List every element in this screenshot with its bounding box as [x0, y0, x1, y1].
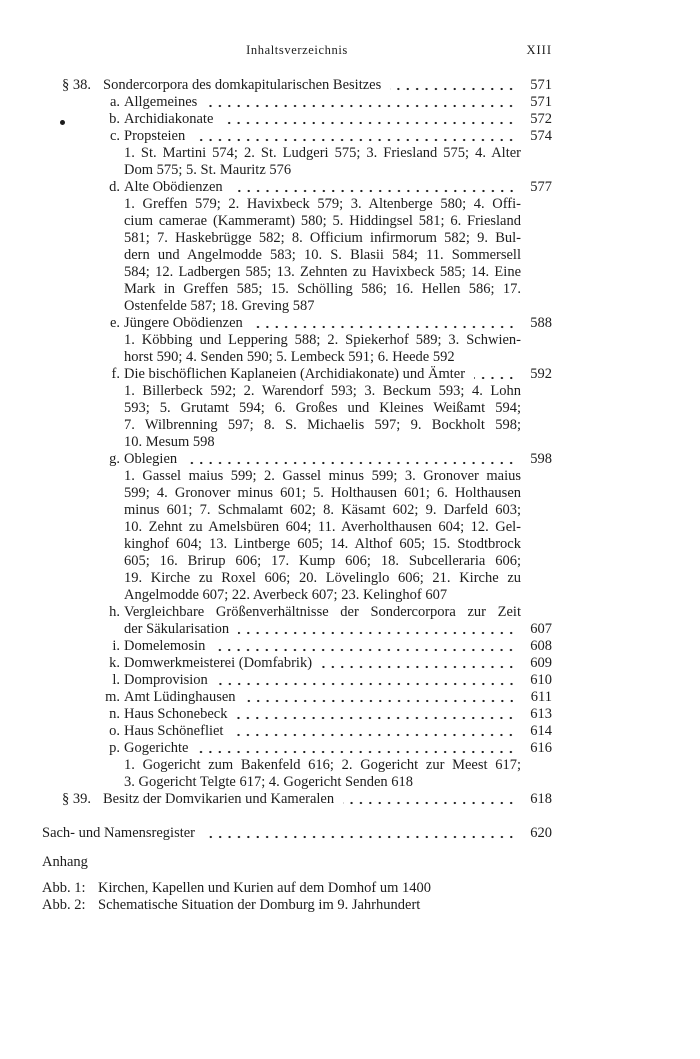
dot-leader	[217, 672, 516, 689]
page-number: 592	[530, 366, 552, 382]
item-title: Allgemeines	[124, 94, 198, 110]
page-number: 620	[530, 825, 552, 841]
item-details-line: Angelmodde 607; 22. Averbeck 607; 23. Kelinghof 607	[124, 587, 448, 603]
item-details-line: Ostenfelde 587; 18. Greving 587	[124, 298, 315, 314]
section-number: § 38.	[62, 77, 91, 93]
page-number: 571	[530, 77, 552, 93]
toc-item-l	[42, 672, 552, 689]
dot-leader	[245, 689, 516, 706]
folio-page-number: XIII	[526, 43, 552, 57]
page-number: 572	[530, 111, 552, 127]
toc-item-h	[42, 604, 552, 621]
toc-item-c	[42, 128, 552, 145]
appendix-heading: Anhang	[42, 854, 88, 870]
item-details-line: 584; 12. Ladbergen 585; 13. Zehnten zu Havixbeck 585; 14. Eine	[124, 264, 521, 280]
item-details-line: Dom 575; 5. St. Mauritz 576	[124, 162, 292, 178]
item-title-continued: der Säkularisation	[124, 621, 230, 637]
toc-item-p	[42, 740, 552, 757]
toc-item-e	[42, 315, 552, 332]
item-details-line: 1. Köbbing und Leppering 588; 2. Spiekerhof 589; 3. Schwien-	[124, 332, 521, 348]
toc-item-n	[42, 706, 552, 723]
toc-item-o	[42, 723, 552, 740]
item-letter: b.	[109, 111, 120, 127]
item-letter: o.	[109, 723, 120, 739]
dot-leader	[206, 94, 516, 111]
item-details-line: 605; 16. Brirup 606; 17. Kump 606; 18. Subcelleraria 606;	[124, 553, 521, 569]
item-details-line: 581; 7. Haskebrügge 582; 8. Officium infirmorum 582; 9. Bul-	[124, 230, 521, 246]
toc-item-k	[42, 655, 552, 672]
dot-leader	[186, 451, 516, 468]
item-details-line: 1. Gassel maius 599; 2. Gassel minus 599; 3. Gronover maius	[124, 468, 521, 484]
item-letter: e.	[109, 315, 120, 331]
figure-label: Abb. 1:	[42, 880, 86, 896]
item-title: Jüngere Obödienzen	[124, 315, 243, 331]
running-title: Inhaltsverzeichnis	[246, 43, 348, 57]
page-number: 574	[530, 128, 552, 144]
dot-leader	[214, 638, 516, 655]
item-p-details	[42, 757, 552, 791]
item-details-line: kinghof 604; 13. Lintberge 605; 14. Althof 605; 15. Stodtbrock	[124, 536, 521, 552]
toc-item-a	[42, 94, 552, 111]
dot-leader	[238, 621, 516, 638]
dot-leader	[232, 723, 516, 740]
dot-leader	[252, 315, 516, 332]
item-g-details	[42, 468, 552, 604]
item-details-line: 10. Mesum 598	[124, 434, 215, 450]
page-number: 609	[530, 655, 552, 671]
page-number: 618	[530, 791, 552, 807]
item-letter: a.	[109, 94, 120, 110]
register-title: Sach- und Namensregister	[42, 825, 196, 841]
toc-item-b	[42, 111, 552, 128]
dot-leader	[197, 740, 516, 757]
figure-caption: Schematische Situation der Domburg im 9. Jahrhundert	[98, 897, 421, 913]
item-title: Archidiakonate	[124, 111, 214, 127]
dot-leader	[390, 77, 516, 94]
section-title: Besitz der Domvikarien und Kameralen	[103, 791, 335, 807]
table-of-contents	[42, 77, 552, 914]
figure-caption: Kirchen, Kapellen und Kurien auf dem Domhof um 1400	[98, 880, 432, 896]
item-details-line: 1. Gogericht zum Bakenfeld 616; 2. Gogericht zur Meest 617;	[124, 757, 521, 773]
page-number: 598	[530, 451, 552, 467]
page-number: 610	[530, 672, 552, 688]
item-letter: l.	[112, 672, 120, 688]
page-number: 611	[530, 689, 552, 705]
item-letter: p.	[109, 740, 120, 756]
item-c-details	[42, 145, 552, 179]
item-title: Haus Schonebeck	[124, 706, 228, 722]
item-title: Vergleichbare Größenverhältnisse der Sondercorpora zur Zeit	[124, 604, 521, 620]
dot-leader	[321, 655, 516, 672]
item-details-line: 1. St. Martini 574; 2. St. Ludgeri 575; 3. Friesland 575; 4. Alter	[124, 145, 521, 161]
item-details-line: dern und Angelmodde 583; 10. S. Blasii 584; 11. Sommersell	[124, 247, 521, 263]
toc-item-i	[42, 638, 552, 655]
dot-leader	[222, 111, 516, 128]
dot-leader	[194, 128, 516, 145]
toc-section-39	[42, 791, 552, 808]
toc-item-m	[42, 689, 552, 706]
item-letter: d.	[109, 179, 120, 195]
item-letter: n.	[109, 706, 120, 722]
item-details-line: 10. Zehnt zu Amelsbüren 604; 11. Averholthausen 604; 12. Gel-	[124, 519, 521, 535]
item-details-line: 1. Greffen 579; 2. Havixbeck 579; 3. Altenberge 580; 4. Offi-	[124, 196, 521, 212]
item-letter: m.	[105, 689, 120, 705]
item-letter: i.	[112, 638, 120, 654]
item-f-details	[42, 383, 552, 451]
appendix-figure-2	[42, 897, 552, 914]
item-letter: g.	[109, 451, 120, 467]
dot-leader	[474, 366, 516, 383]
item-title: Alte Obödienzen	[124, 179, 223, 195]
section-title: Sondercorpora des domkapitularischen Besitzes	[103, 77, 382, 93]
item-title: Propsteien	[124, 128, 186, 144]
item-details-line: 599; 4. Gronover minus 601; 5. Holthausen 601; 6. Holthausen	[124, 485, 521, 501]
toc-item-f	[42, 366, 552, 383]
figure-label: Abb. 2:	[42, 897, 86, 913]
toc-section-38	[42, 77, 552, 94]
page-number: 607	[530, 621, 552, 637]
item-details-line: 19. Kirche zu Roxel 606; 20. Lövelinglo 606; 21. Kirche zu	[124, 570, 521, 586]
item-title: Domelemosin	[124, 638, 206, 654]
page-number: 613	[530, 706, 552, 722]
item-title: Amt Lüdinghausen	[124, 689, 236, 705]
item-title: Gogerichte	[124, 740, 189, 756]
dot-leader	[204, 825, 516, 842]
item-details-line: horst 590; 4. Senden 590; 5. Lembeck 591; 6. Heede 592	[124, 349, 455, 365]
item-e-details	[42, 332, 552, 366]
item-letter: h.	[109, 604, 120, 620]
dot-leader	[236, 706, 516, 723]
page-number: 571	[530, 94, 552, 110]
item-title: Die bischöflichen Kaplaneien (Archidiakonate) und Ämter	[124, 366, 466, 382]
toc-register	[42, 825, 552, 842]
toc-item-d	[42, 179, 552, 196]
dot-leader	[343, 791, 516, 808]
item-d-details	[42, 196, 552, 315]
running-header	[42, 42, 552, 59]
item-details-line: minus 601; 7. Schmalamt 602; 8. Käsamt 602; 9. Darfeld 603;	[124, 502, 521, 518]
page-number: 588	[530, 315, 552, 331]
section-number: § 39.	[62, 791, 91, 807]
page-number: 577	[530, 179, 552, 195]
page-number: 614	[530, 723, 552, 739]
page-number: 608	[530, 638, 552, 654]
item-title: Domprovision	[124, 672, 208, 688]
item-details-line: 3. Gogericht Telgte 617; 4. Gogericht Senden 618	[124, 774, 414, 790]
item-title: Oblegien	[124, 451, 178, 467]
item-details-line: Mark in Greffen 585; 15. Schölling 586; 16. Hellen 586; 17.	[124, 281, 521, 297]
item-title: Domwerkmeisterei (Domfabrik)	[124, 655, 313, 671]
item-details-line: cium camerae (Kammeramt) 580; 5. Hiddingsel 581; 6. Friesland	[124, 213, 521, 229]
item-letter: f.	[111, 366, 120, 382]
item-details-line: 593; 5. Grutamt 594; 6. Großes und Kleines Weißamt 594;	[124, 400, 521, 416]
item-details-line: 7. Wilbrenning 597; 8. S. Michaelis 597; 9. Bockholt 598;	[124, 417, 521, 433]
item-letter: c.	[109, 128, 120, 144]
appendix-figure-1	[42, 880, 552, 897]
item-title: Haus Schönefliet	[124, 723, 224, 739]
item-letter: k.	[109, 655, 120, 671]
dot-leader	[232, 179, 516, 196]
toc-item-g	[42, 451, 552, 468]
item-details-line: 1. Billerbeck 592; 2. Warendorf 593; 3. Beckum 593; 4. Lohn	[124, 383, 521, 399]
toc-item-h-continued	[42, 621, 552, 638]
page-number: 616	[530, 740, 552, 756]
